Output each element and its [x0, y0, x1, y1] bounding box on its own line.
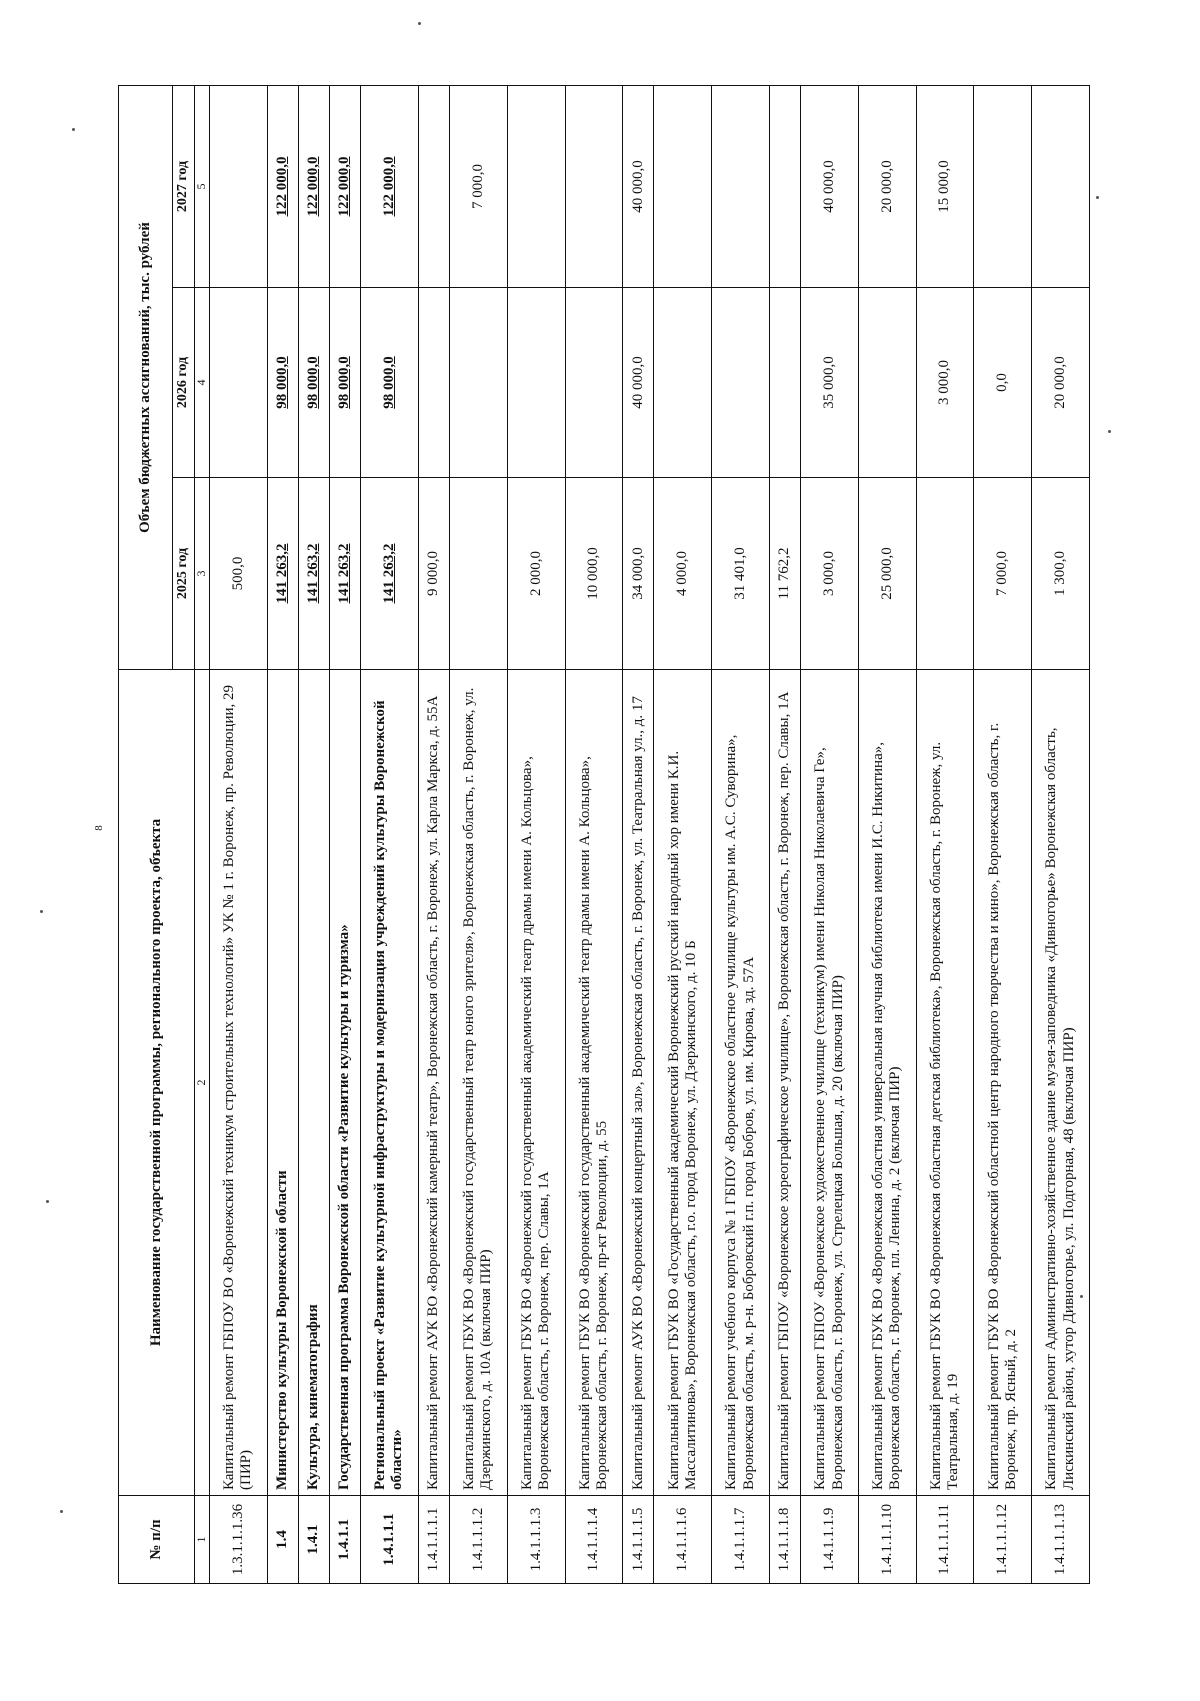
scan-speck — [40, 910, 43, 913]
row-number: 1.4.1.1.1.6 — [654, 1496, 712, 1584]
row-value-2025: 11 762,2 — [769, 478, 800, 670]
row-name: Региональный проект «Развитие культурной инфраструктуры и модернизация учреждений культуры Воронежской области» — [361, 670, 419, 1496]
header-num: № п/п — [119, 1496, 195, 1584]
row-value-2026 — [507, 288, 565, 478]
row-number: 1.4.1.1.1.5 — [623, 1496, 654, 1584]
row-value-2026: 20 000,0 — [1032, 288, 1090, 478]
scan-speck — [418, 22, 421, 25]
row-value-2026 — [209, 288, 267, 478]
row-name: Капитальный ремонт ГБПОУ «Воронежское художественное училище (техникум) имени Николая Николаевича Ге», Воронежская область, г. Воронеж, ул. Стрелецкая Большая, д. 20 (включая ПИР) — [801, 670, 859, 1496]
table-row — [916, 85, 974, 1583]
row-value-2026 — [565, 288, 623, 478]
row-number: 1.4 — [267, 1496, 298, 1584]
row-value-2026: 35 000,0 — [801, 288, 859, 478]
row-value-2025: 500,0 — [209, 478, 267, 670]
row-name: Министерство культуры Воронежской области — [267, 670, 298, 1496]
row-number: 1.4.1 — [298, 1496, 329, 1584]
row-name: Капитальный ремонт ГБУК ВО «Воронежская областная детская библиотека», Воронежская область, г. Воронеж, ул. Театральная, д. 19 — [916, 670, 974, 1496]
row-value-2027: 122 000,0 — [329, 85, 360, 287]
table-row — [858, 85, 916, 1583]
row-value-2025: 1 300,0 — [1032, 478, 1090, 670]
table-row — [298, 85, 329, 1583]
row-name: Капитальный ремонт учебного корпуса № 1 ГБПОУ «Воронежское областное училище культуры им. А.С. Суворина», Воронежская область, м. р-н. Бобровский г.п. город Бобров, ул. им. Кирова, зд. 57А — [712, 670, 770, 1496]
row-value-2027 — [769, 85, 800, 287]
row-value-2025 — [916, 478, 974, 670]
scan-speck — [1108, 430, 1111, 433]
row-value-2026: 98 000,0 — [298, 288, 329, 478]
row-number: 1.4.1.1.1.13 — [1032, 1496, 1090, 1584]
row-value-2025: 141 263,2 — [329, 478, 360, 670]
row-number: 1.4.1.1.1.11 — [916, 1496, 974, 1584]
row-value-2025: 9 000,0 — [418, 478, 449, 670]
row-value-2027: 15 000,0 — [916, 85, 974, 287]
scan-speck — [60, 1510, 63, 1513]
table-row — [418, 85, 449, 1583]
row-value-2026: 0,0 — [974, 288, 1032, 478]
table-row — [769, 85, 800, 1583]
table-row — [654, 85, 712, 1583]
row-value-2026 — [858, 288, 916, 478]
row-value-2027: 20 000,0 — [858, 85, 916, 287]
row-value-2025: 141 263,2 — [267, 478, 298, 670]
row-value-2025: 7 000,0 — [974, 478, 1032, 670]
row-value-2027 — [565, 85, 623, 287]
table-row — [267, 85, 298, 1583]
row-value-2027: 122 000,0 — [361, 85, 419, 287]
header-2026: 2026 год — [173, 288, 195, 478]
header-name: Наименование государственной программы, регионального проекта, объекта — [119, 670, 195, 1496]
row-value-2025: 10 000,0 — [565, 478, 623, 670]
col-index: 3 — [195, 478, 210, 670]
row-value-2027 — [654, 85, 712, 287]
row-name: Капитальный ремонт АУК ВО «Воронежский камерный театр», Воронежская область, г. Воронеж, ул. Карла Маркса, д. 55А — [418, 670, 449, 1496]
rotated-table-wrapper — [118, 86, 1090, 1584]
row-value-2026 — [418, 288, 449, 478]
row-value-2027 — [1032, 85, 1090, 287]
row-number: 1.4.1.1 — [329, 1496, 360, 1584]
row-value-2027: 122 000,0 — [267, 85, 298, 287]
table-row — [361, 85, 419, 1583]
row-name: Культура, кинематография — [298, 670, 329, 1496]
row-value-2025: 4 000,0 — [654, 478, 712, 670]
table-row — [623, 85, 654, 1583]
budget-table — [118, 85, 1090, 1584]
row-value-2025: 3 000,0 — [801, 478, 859, 670]
row-number: 1.4.1.1.1.10 — [858, 1496, 916, 1584]
row-value-2025: 2 000,0 — [507, 478, 565, 670]
header-budget: Объем бюджетных ассигнований, тыс. рублей — [119, 85, 173, 669]
row-number: 1.4.1.1.1.1 — [418, 1496, 449, 1584]
header-2025: 2025 год — [173, 478, 195, 670]
row-number: 1.4.1.1.1.9 — [801, 1496, 859, 1584]
table-row — [209, 85, 267, 1583]
col-index: 1 — [195, 1496, 210, 1584]
row-value-2027 — [209, 85, 267, 287]
row-number: 1.4.1.1.1 — [361, 1496, 419, 1584]
row-number: 1.4.1.1.1.3 — [507, 1496, 565, 1584]
table-row — [1032, 85, 1090, 1583]
row-name: Капитальный ремонт ГБПОУ «Воронежское хореографическое училище», Воронежская область, г. Воронеж, пер. Славы, 1А — [769, 670, 800, 1496]
header-2027: 2027 год — [173, 85, 195, 287]
table-body — [209, 85, 1089, 1583]
row-value-2027 — [974, 85, 1032, 287]
table-row — [450, 85, 508, 1583]
table-row — [974, 85, 1032, 1583]
row-name: Государственная программа Воронежской области «Развитие культуры и туризма» — [329, 670, 360, 1496]
table-row — [565, 85, 623, 1583]
row-name: Капитальный ремонт Административно-хозяйственное здание музея-заповедника «Дивногорье» Воронежская область, Лискинский район, хутор Дивногорье, ул. Подгорная, 48 (включая ПИР) — [1032, 670, 1090, 1496]
row-value-2026: 98 000,0 — [329, 288, 360, 478]
row-name: Капитальный ремонт ГБУК ВО «Воронежский государственный театр юного зрителя», Воронежская область, г. Воронеж, ул. Дзержинского, д. 10А (включая ПИР) — [450, 670, 508, 1496]
row-value-2025: 141 263,2 — [361, 478, 419, 670]
row-value-2027: 7 000,0 — [450, 85, 508, 287]
row-value-2026: 98 000,0 — [361, 288, 419, 478]
row-number: 1.4.1.1.1.7 — [712, 1496, 770, 1584]
row-number: 1.4.1.1.1.12 — [974, 1496, 1032, 1584]
row-name: Капитальный ремонт ГБУК ВО «Воронежский государственный академический театр драмы имени А. Кольцова», Воронежская область, г. Воронеж, пр-кт Революции, д. 55 — [565, 670, 623, 1496]
row-value-2026 — [654, 288, 712, 478]
row-name: Капитальный ремонт ГБУК ВО «Государственный академический Воронежский русский народный хор имени К.И. Массалитинова», Воронежская область, г.о. город Воронеж, ул. Дзержинского, д. 10 Б — [654, 670, 712, 1496]
row-value-2025: 34 000,0 — [623, 478, 654, 670]
row-value-2025 — [450, 478, 508, 670]
row-value-2027 — [507, 85, 565, 287]
row-value-2026: 98 000,0 — [267, 288, 298, 478]
row-number: 1.4.1.1.1.4 — [565, 1496, 623, 1584]
scan-speck — [1096, 196, 1099, 199]
row-value-2025: 31 401,0 — [712, 478, 770, 670]
row-value-2027 — [418, 85, 449, 287]
row-value-2026: 3 000,0 — [916, 288, 974, 478]
row-number: 1.4.1.1.1.2 — [450, 1496, 508, 1584]
row-name: Капитальный ремонт ГБУК ВО «Воронежский областной центр народного творчества и кино», Воронежская область, г. Воронеж, пр. Ясный, д. 2 — [974, 670, 1032, 1496]
row-value-2027: 40 000,0 — [801, 85, 859, 287]
row-name: Капитальный ремонт ГБПОУ ВО «Воронежский техникум строительных технологий» УК № 1 г. Воронеж, пр. Революции, 29 (ПИР) — [209, 670, 267, 1496]
col-index: 2 — [195, 670, 210, 1496]
scan-speck — [72, 128, 75, 131]
table-row — [329, 85, 360, 1583]
row-value-2027: 40 000,0 — [623, 85, 654, 287]
row-value-2027 — [712, 85, 770, 287]
row-value-2026: 40 000,0 — [623, 288, 654, 478]
row-name: Капитальный ремонт ГБУК ВО «Воронежская областная универсальная научная библиотека имени И.С. Никитина», Воронежская область, г. Воронеж, пл. Ленина, д. 2 (включая ПИР) — [858, 670, 916, 1496]
col-index: 4 — [195, 288, 210, 478]
row-number: 1.4.1.1.1.8 — [769, 1496, 800, 1584]
row-value-2026 — [450, 288, 508, 478]
table-row — [801, 85, 859, 1583]
scan-speck — [46, 1200, 49, 1203]
row-name: Капитальный ремонт ГБУК ВО «Воронежский государственный академический театр драмы имени А. Кольцова», Воронежская область, г. Воронеж, пер. Славы, 1А — [507, 670, 565, 1496]
row-value-2027: 122 000,0 — [298, 85, 329, 287]
table-row — [712, 85, 770, 1583]
row-value-2025: 141 263,2 — [298, 478, 329, 670]
row-value-2026 — [769, 288, 800, 478]
table-row — [507, 85, 565, 1583]
col-index: 5 — [195, 85, 210, 287]
row-name: Капитальный ремонт АУК ВО «Воронежский концертный зал», Воронежская область, г. Воронеж, ул. Театральная ул., д. 17 — [623, 670, 654, 1496]
row-number: 1.3.1.1.1.36 — [209, 1496, 267, 1584]
row-value-2025: 25 000,0 — [858, 478, 916, 670]
row-value-2026 — [712, 288, 770, 478]
page-number: 8 — [92, 825, 105, 831]
